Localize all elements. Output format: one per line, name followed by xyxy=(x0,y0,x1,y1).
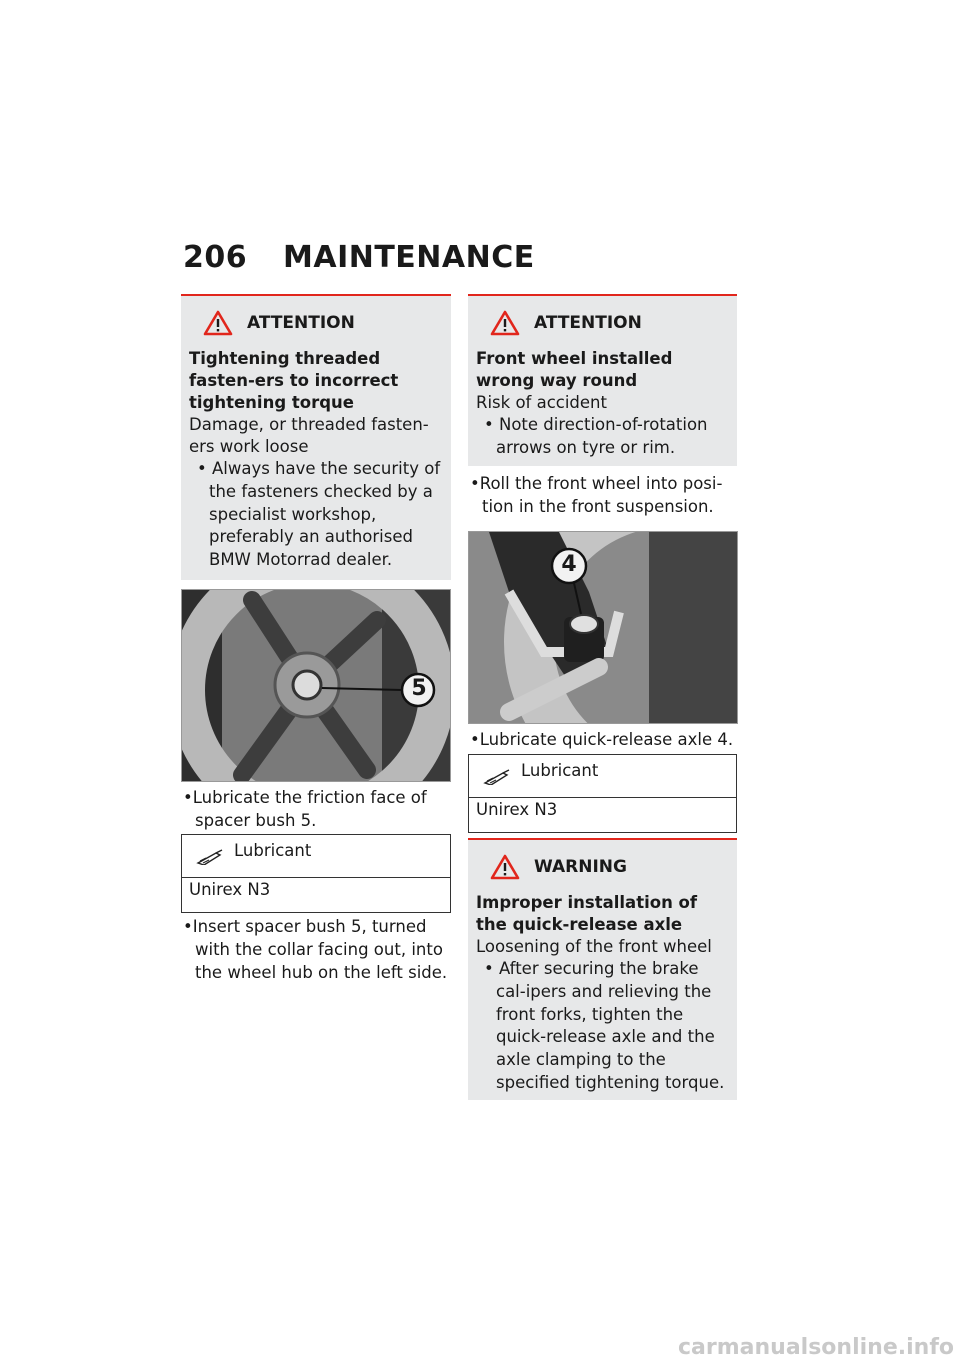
lubricant-value: Unirex N3 xyxy=(189,880,271,899)
lubricant-value: Unirex N3 xyxy=(476,800,558,819)
lubricant-table-left xyxy=(181,834,451,913)
lubricant-header xyxy=(469,755,736,798)
attention-label: ATTENTION xyxy=(247,313,355,333)
warning-body: Loosening of the front wheel xyxy=(476,937,712,956)
attention-bullet: • Note direction-of-rotation arrows on tyre or rim. xyxy=(484,415,708,457)
lubricant-label: Lubricant xyxy=(521,761,599,780)
step-lubricate-spacer: •Lubricate the friction face of spacer bush 5. xyxy=(183,788,427,830)
attention-box-right xyxy=(468,294,737,466)
attention-box-left xyxy=(181,294,451,580)
warning-label: WARNING xyxy=(534,857,627,877)
warning-box-right xyxy=(468,838,737,1100)
lubricant-tube-icon xyxy=(483,769,511,785)
attention-heading xyxy=(490,310,729,336)
page-header xyxy=(183,240,535,275)
warning-heading xyxy=(490,854,729,880)
attention-heading xyxy=(203,310,443,336)
lubricant-header xyxy=(182,835,450,878)
step-lubricate-axle: •Lubricate quick-release axle 4. xyxy=(470,730,734,749)
attention-title: Tightening threaded fasten-ers to incorrect tightening torque xyxy=(189,349,399,412)
figure-callout-4: 4 xyxy=(561,552,577,577)
quick-release-axle-photo xyxy=(468,531,738,724)
section-title: MAINTENANCE xyxy=(283,240,535,275)
attention-body: Damage, or threaded fasten-ers work loose xyxy=(189,415,429,456)
lubricant-tube-icon xyxy=(196,849,224,865)
warning-title: Improper installation of the quick-release axle xyxy=(476,893,698,934)
attention-label: ATTENTION xyxy=(534,313,642,333)
warning-bullet: • After securing the brake cal-ipers and relieving the front forks, tighten the quick-release axle and the axle clamping to the specified tightening torque. xyxy=(484,959,725,1092)
warning-triangle-icon xyxy=(490,854,520,880)
warning-triangle-icon xyxy=(490,310,520,336)
step-roll-wheel: •Roll the front wheel into posi-tion in the front suspension. xyxy=(470,474,723,516)
page-number: 206 xyxy=(183,240,248,275)
figure-callout-5: 5 xyxy=(411,676,427,701)
watermark: carmanualsonline.info xyxy=(678,1335,954,1360)
attention-title: Front wheel installed wrong way round xyxy=(476,349,673,390)
warning-triangle-icon xyxy=(203,310,233,336)
wheel-hub-photo xyxy=(181,589,451,782)
attention-bullet: • Always have the security of the fasteners checked by a specialist workshop, preferably an authorised BMW Motorrad dealer. xyxy=(197,459,441,570)
lubricant-table-right xyxy=(468,754,737,833)
lubricant-label: Lubricant xyxy=(234,841,312,860)
attention-body: Risk of accident xyxy=(476,393,607,412)
step-insert-spacer: •Insert spacer bush 5, turned with the collar facing out, into the wheel hub on the left side. xyxy=(183,917,448,982)
